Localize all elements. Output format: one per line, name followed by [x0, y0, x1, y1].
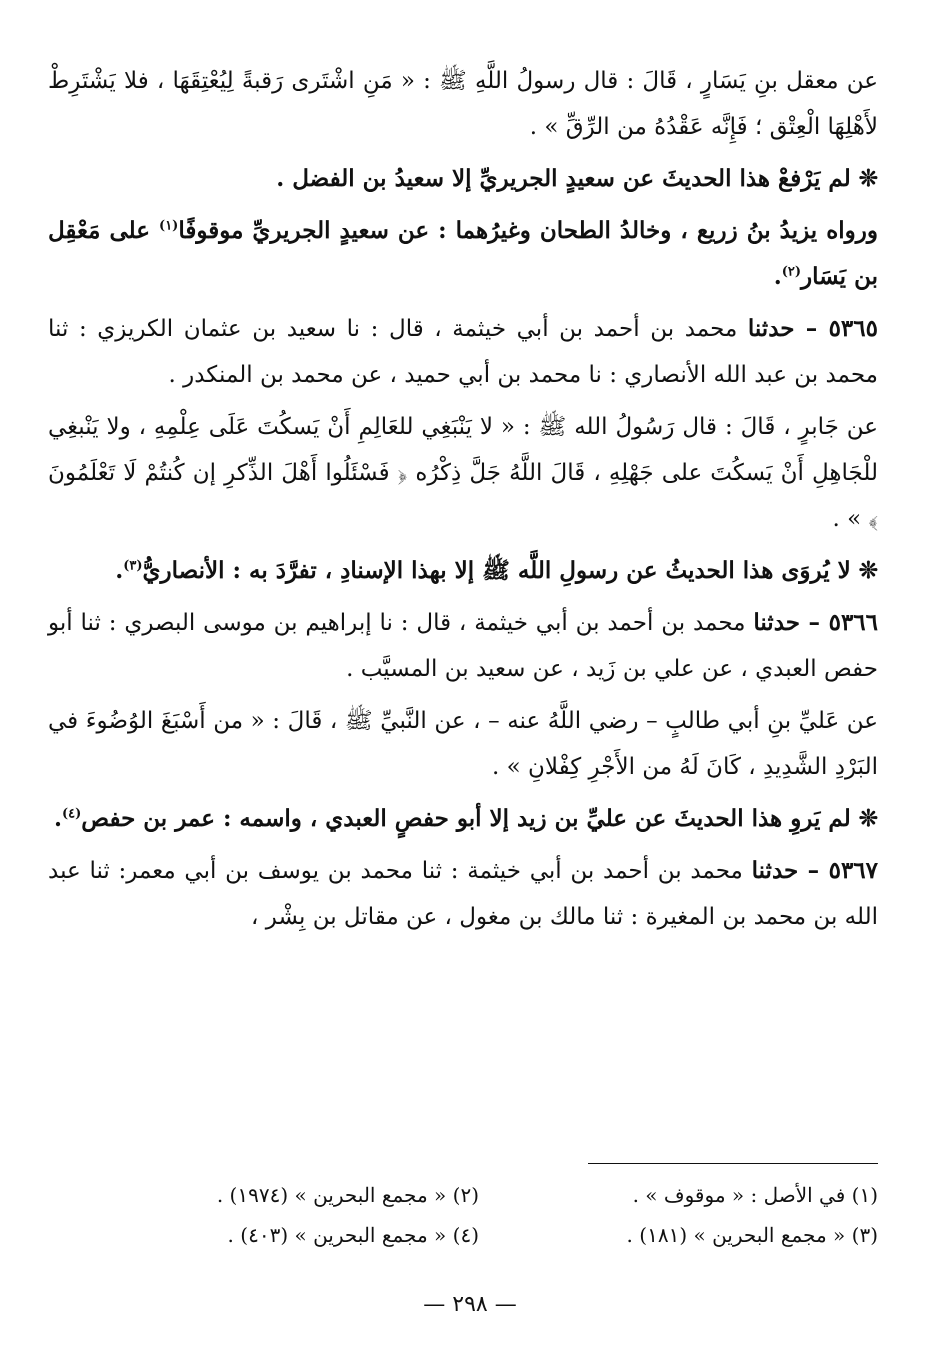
- footnote-divider: [588, 1163, 878, 1164]
- paragraph-text: ❊ لم يَروِ هذا الحديثَ عن عليِّ بن زيد إلا أبو حفصٍ العبدي ، واسمه : عمر بن حفص: [81, 805, 878, 832]
- footnote-marker: (٣): [123, 558, 143, 574]
- paragraph-text: على مَعْقِل بن يَسَار: [48, 217, 878, 290]
- footnote-row: [80, 1215, 878, 1255]
- commentary-note: [48, 156, 878, 202]
- footnote-marker: (٢): [781, 264, 802, 280]
- footnote-marker: (١): [159, 218, 179, 234]
- footnote-3: (٣) « مجمع البحرين » (١٨١) .: [626, 1223, 878, 1247]
- hadith-text: [48, 58, 878, 150]
- paragraph-text: .: [773, 263, 782, 290]
- footnote-1: (١) في الأصل : « موقوف » .: [632, 1183, 878, 1207]
- paragraph-text: ورواه يزيدُ بنُ زريع ، وخالدُ الطحان وغيرُهما : عن سعيدٍ الجريريِّ موقوفًا: [178, 217, 878, 244]
- footnote-2: (٢) « مجمع البحرين » (١٩٧٤) .: [216, 1183, 479, 1207]
- footnote-4: (٤) « مجمع البحرين » (٤٠٣) .: [227, 1223, 479, 1247]
- commentary-note: [48, 208, 878, 300]
- hadith-number: ٥٣٦٥ – حدثنا: [747, 315, 878, 342]
- paragraph-text: محمد بن أحمد بن أبي خيثمة ، قال : نا سعيد بن عثمان الكريزي : ثنا محمد بن عبد الله الأنصاري : نا محمد بن أبي حميد ، عن محمد بن المنكدر .: [48, 316, 878, 388]
- isnad-paragraph: [48, 848, 878, 940]
- hadith-text: [48, 404, 878, 542]
- paragraph-text: ❊ لم يَرْفعْ هذا الحديثَ عن سعيدٍ الجريريِّ إلا سعيدُ بن الفضل .: [276, 165, 878, 192]
- page-body: [48, 58, 878, 946]
- isnad-paragraph: [48, 306, 878, 398]
- commentary-note: [48, 796, 878, 842]
- paragraph-text: عن جَابرٍ ، قَالَ : قال رَسُولُ الله ﷺ : « لا يَنْبَغِي للعَالِمِ أَنْ يَسكُتَ عَلَى عِلْمِهِ ، ولا يَنْبغِي للْجَاهِلِ أَنْ يَسكُتَ على جَهْلِهِ ، قَالَ اللَّهُ جَلَّ ذِكْرُه ﴿ فَسْئَلُوا أَهْلَ الذِّكرِ إن كُنتُمْ لَا تَعْلَمُونَ ﴾ » .: [48, 414, 878, 532]
- footnotes: [80, 1175, 878, 1255]
- hadith-number: ٥٣٦٧ – حدثنا: [751, 857, 879, 884]
- paragraph-text: محمد بن أحمد بن أبي خيثمة : ثنا محمد بن يوسف بن أبي معمر: ثنا عبد الله بن محمد بن المغيرة : ثنا مالك بن مغول ، عن مقاتل بن بِشْر ،: [48, 858, 878, 930]
- footnote-marker: (٤): [61, 806, 82, 822]
- paragraph-text: عن عَليِّ بنِ أبي طالبٍ – رضي اللَّهُ عنه – ، عن النَّبيِّ ﷺ ، قَالَ : « من أَسْبَغَ الوُضُوءَ في البَرْدِ الشَّدِيدِ ، كَانَ لَهُ من الأَجْرِ كِفْلانِ » .: [48, 708, 878, 780]
- footnote-row: [80, 1175, 878, 1215]
- paragraph-text: عن معقل بنِ يَسَارٍ ، قَالَ : قال رسولُ اللَّهِ ﷺ : « مَنِ اشْتَرى رَقبةً لِيُعْتِقَهَا ، فلا يَشْتَرِطْ لأَهْلِهَا الْعِتْق ؛ فَإِنَّه عَقْدُهُ من الرِّقِّ » .: [48, 68, 878, 140]
- paragraph-text: .: [115, 557, 124, 584]
- hadith-number: ٥٣٦٦ – حدثنا: [753, 609, 879, 636]
- paragraph-text: ❊ لا يُروَى هذا الحديثُ عن رسولِ اللَّه ﷺ إلا بهذا الإسنادِ ، تفرَّدَ به : الأنصاريُّ: [142, 557, 878, 584]
- page-number: — ٢٩٨ —: [423, 1292, 517, 1317]
- paragraph-text: .: [53, 805, 62, 832]
- isnad-paragraph: [48, 600, 878, 692]
- commentary-note: [48, 548, 878, 594]
- paragraph-text: محمد بن أحمد بن أبي خيثمة ، قال : نا إبراهيم بن موسى البصري : ثنا أبو حفص العبدي ، عن علي بن زَيد ، عن سعيد بن المسيَّب .: [48, 610, 878, 682]
- hadith-text: [48, 698, 878, 790]
